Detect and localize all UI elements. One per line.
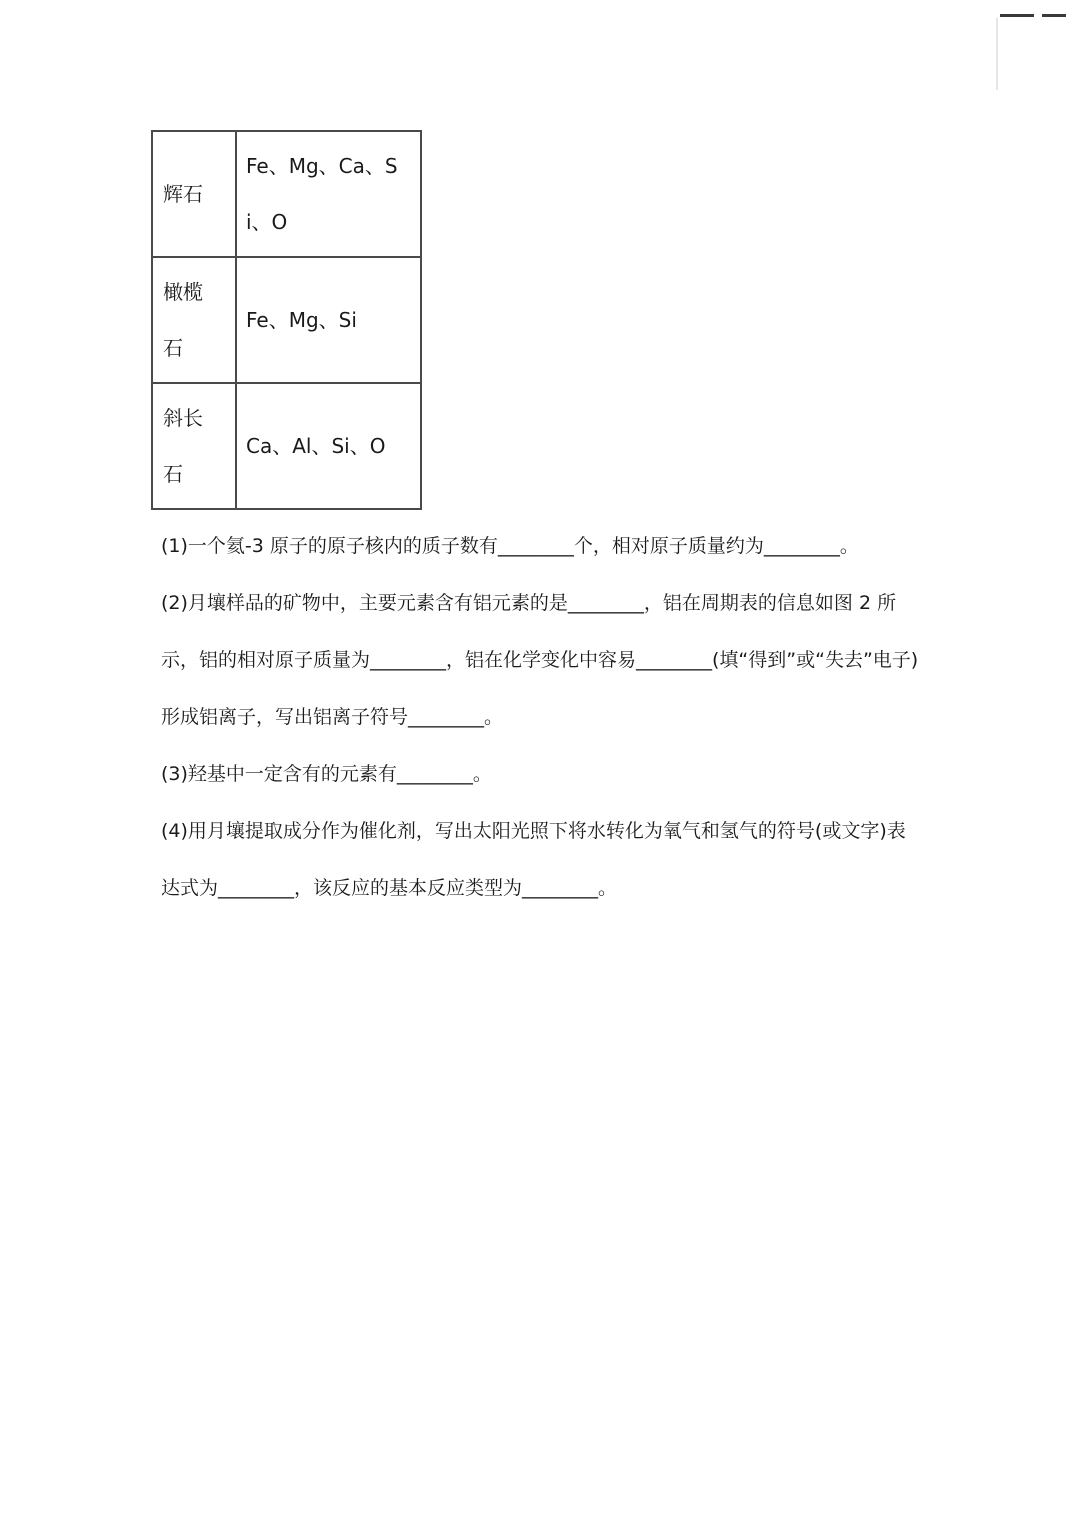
mineral-element-table xyxy=(151,130,422,510)
mineral-name-cell xyxy=(152,131,236,257)
question-2: (2)月壤样品的矿物中，主要元素含有铝元素的是________，铝在周期表的信息如图 2 所示，铝的相对原子质量为________，铝在化学变化中容易________(填“得到”或“失去”电子)形成铝离子，写出铝离子符号________。 xyxy=(161,592,919,728)
mineral-name-cell xyxy=(152,383,236,509)
table-row xyxy=(152,131,421,257)
elements-cell xyxy=(236,257,421,383)
page-edge-line xyxy=(996,18,998,90)
question-1: (1)一个氦-3 原子的原子核内的质子数有________个，相对原子质量约为________。 xyxy=(161,535,859,557)
question-3: (3)羟基中一定含有的元素有________。 xyxy=(161,763,492,785)
mineral-elements: Ca、Al、Si、O xyxy=(246,434,386,458)
mineral-name: 斜长石 xyxy=(163,406,203,486)
mineral-name-cell xyxy=(152,257,236,383)
question-4: (4)用月壤提取成分作为催化剂，写出太阳光照下将水转化为氧气和氢气的符号(或文字)表达式为________，该反应的基本反应类型为________。 xyxy=(161,820,906,899)
mineral-elements: Fe、Mg、Ca、Si、O xyxy=(246,154,398,234)
mineral-elements: Fe、Mg、Si xyxy=(246,308,357,332)
page-mark-dash xyxy=(1042,14,1066,17)
table-row xyxy=(152,383,421,509)
page-corner-mark xyxy=(996,8,1080,88)
page-mark-dash xyxy=(1000,14,1034,17)
elements-cell xyxy=(236,131,421,257)
mineral-name: 橄榄石 xyxy=(163,280,203,360)
question-list xyxy=(161,518,921,917)
table-row xyxy=(152,257,421,383)
mineral-name: 辉石 xyxy=(163,182,203,206)
elements-cell xyxy=(236,383,421,509)
